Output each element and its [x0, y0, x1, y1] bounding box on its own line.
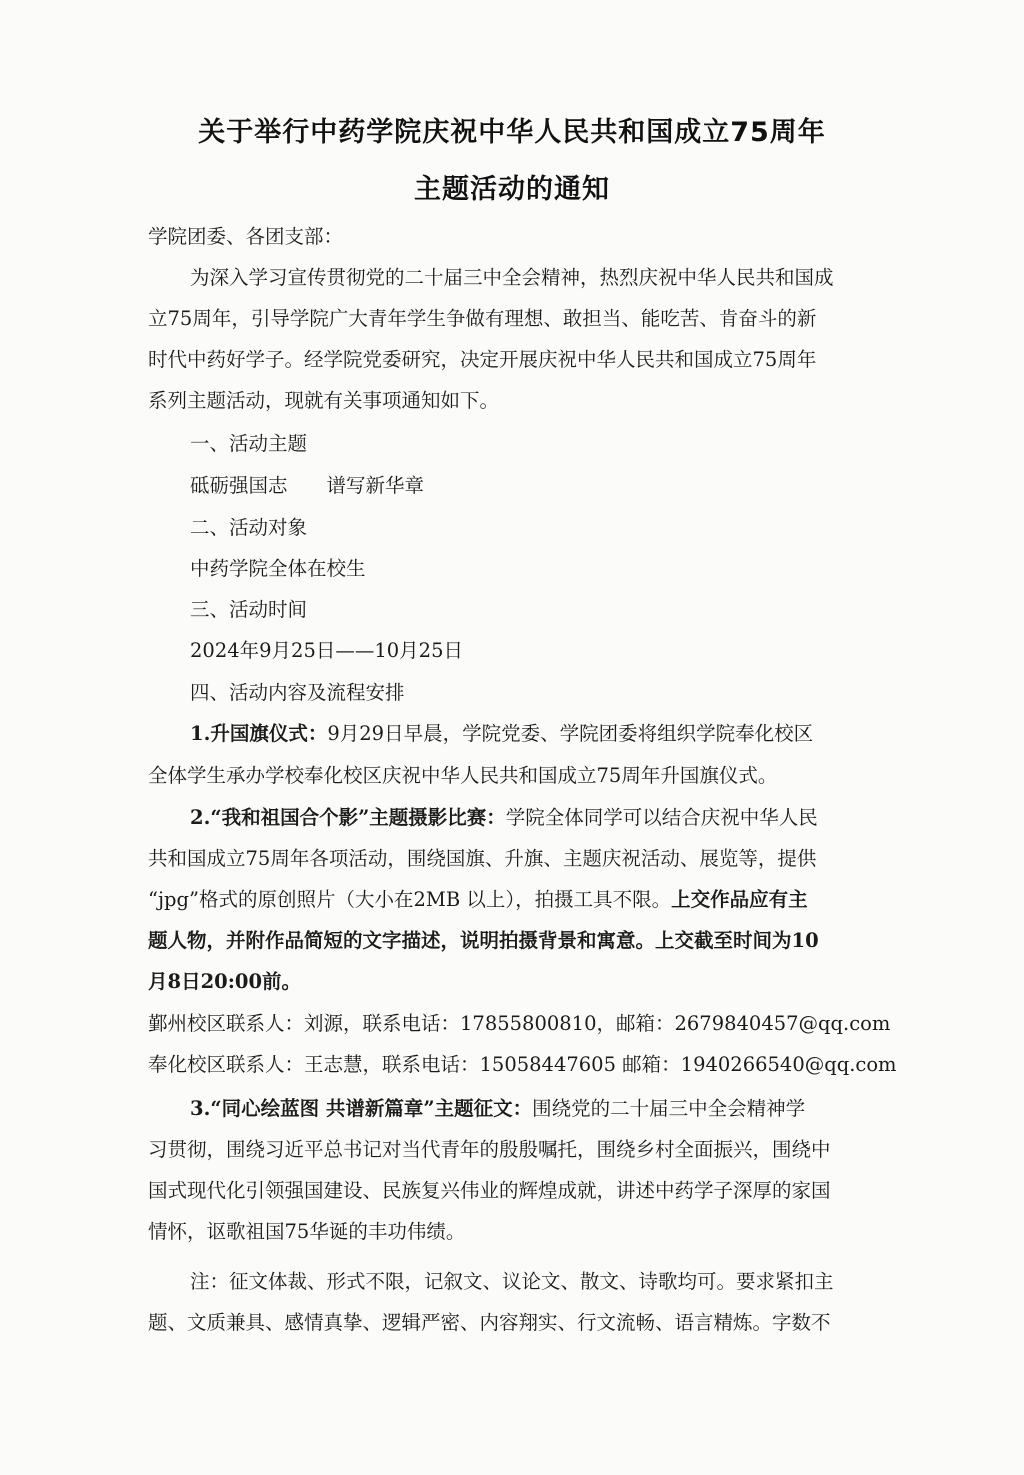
title-line-2: 主题活动的通知: [414, 174, 610, 205]
item1-line-2: 全体学生承办学校奉化校区庆祝中华人民共和国成立75周年升国旗仪式。: [148, 764, 778, 787]
item3-line-4: 情怀，讴歌祖国75华诞的丰功伟绩。: [148, 1220, 466, 1243]
section-target-text: 中药学院全体在校生: [190, 557, 366, 580]
item2-line-2: 共和国成立75周年各项活动，围绕国旗、升旗、主题庆祝活动、展览等，提供: [148, 847, 817, 870]
section-content-heading: 四、活动内容及流程安排: [190, 681, 405, 704]
item1-label: 1.升国旗仪式：: [190, 722, 328, 745]
section-theme-text: 砥砺强国志 谱写新华章: [190, 474, 425, 497]
item1-line-1: [190, 718, 813, 746]
contact-yinzhou: 鄞州校区联系人：刘源，联系电话：17855800810，邮箱：2679840457@qq.com: [148, 1012, 891, 1035]
item3-line-2: 习贯彻，围绕习近平总书记对当代青年的殷殷嘱托，围绕乡村全面振兴，围绕中: [148, 1138, 831, 1161]
title-line-1: 关于举行中药学院庆祝中华人民共和国成立75周年: [198, 117, 826, 148]
item2-line-5: 月8日20:00前。: [148, 970, 302, 993]
item2-line-4: 题人物，并附作品简短的文字描述，说明拍摄背景和寓意。上交截至时间为10: [148, 929, 819, 952]
item3-line-1: [190, 1093, 805, 1121]
section-target-heading: 二、活动对象: [190, 516, 308, 539]
item2-line-1: [190, 802, 818, 830]
intro-line-1: 为深入学习宣传贯彻党的二十届三中全会精神，热烈庆祝中华人民共和国成: [190, 266, 834, 289]
intro-line-4: 系列主题活动，现就有关事项通知如下。: [148, 389, 500, 412]
item3-text: 围绕党的二十届三中全会精神学: [532, 1097, 806, 1120]
item2-label: 2.“我和祖国合个影”主题摄影比赛：: [190, 806, 506, 829]
salutation: 学院团委、各团支部：: [148, 225, 344, 248]
item3-label: 3.“同心绘蓝图 共谱新篇章”主题征文：: [190, 1097, 533, 1120]
note-line-1: 注：征文体裁、形式不限，记叙文、议论文、散文、诗歌均可。要求紧扣主: [190, 1270, 834, 1293]
item2-line-3-bold: 上交作品应有主: [671, 888, 808, 911]
item1-text: 9月29日早晨，学院党委、学院团委将组织学院奉化校区: [327, 722, 814, 745]
section-time-heading: 三、活动时间: [190, 598, 308, 621]
item2-line-3: [148, 884, 808, 912]
contact-fenghua: 奉化校区联系人：王志慧，联系电话：15058447605 邮箱：1940266540@qq.com: [148, 1053, 897, 1076]
intro-line-3: 时代中药好学子。经学院党委研究，决定开展庆祝中华人民共和国成立75周年: [148, 348, 817, 371]
item2-text: 学院全体同学可以结合庆祝中华人民: [505, 806, 818, 829]
item2-line-3-text: “jpg”格式的原创照片（大小在2MB 以上），拍摄工具不限。: [148, 888, 672, 911]
note-line-2: 题、文质兼具、感情真挚、逻辑严密、内容翔实、行文流畅、语言精炼。字数不: [148, 1311, 831, 1334]
item3-line-3: 国式现代化引领强国建设、民族复兴伟业的辉煌成就，讲述中药学子深厚的家国: [148, 1179, 831, 1202]
section-theme-heading: 一、活动主题: [190, 432, 308, 455]
section-time-text: 2024年9月25日——10月25日: [190, 639, 463, 662]
intro-line-2: 立75周年，引导学院广大青年学生争做有理想、敢担当、能吃苦、肯奋斗的新: [148, 307, 817, 330]
